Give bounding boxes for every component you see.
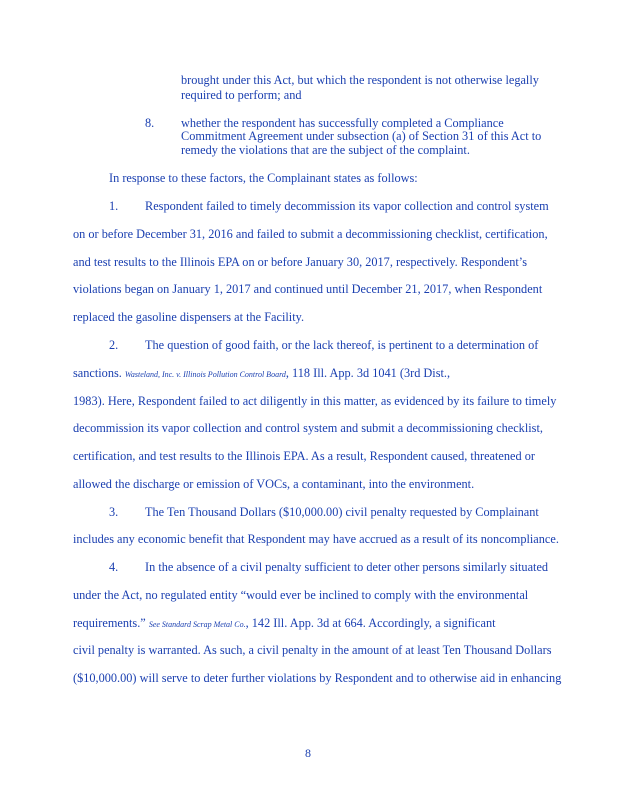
- para-3-number: 3.: [109, 505, 119, 519]
- para-2-line: 1983). Here, Respondent failed to act diligently in this matter, as evidenced by its failure to timely: [73, 394, 557, 408]
- item-8-number: 8.: [145, 116, 155, 130]
- para-1-line: replaced the gasoline dispensers at the Facility.: [73, 310, 305, 324]
- para-1-line: violations began on January 1, 2017 and continued until December 21, 2017, when Respondent: [73, 282, 543, 296]
- case-citation-wasteland: Wasteland, Inc. v. Illinois Pollution Control Board: [124, 370, 286, 379]
- item-8-line-3: remedy the violations that are the subject of the complaint.: [181, 143, 470, 157]
- item-8-line-2: Commitment Agreement under subsection (a) of Section 31 of this Act to: [181, 129, 542, 143]
- para-2-line: [73, 366, 450, 382]
- item-8-line-1: whether the respondent has successfully completed a Compliance: [181, 116, 504, 130]
- para-2-line-suffix: , 118 Ill. App. 3d 1041 (3rd Dist.,: [285, 366, 451, 380]
- item-7-line-2: required to perform; and: [181, 88, 302, 102]
- para-4-line-suffix: , 142 Ill. App. 3d at 664. Accordingly, a significant: [245, 616, 496, 630]
- para-2-line: certification, and test results to the Illinois EPA. As a result, Respondent caused, threatened or: [73, 449, 535, 463]
- para-4-line: In the absence of a civil penalty sufficient to deter other persons similarly situated: [145, 560, 549, 574]
- para-4-line: [73, 616, 496, 632]
- intro-sentence: In response to these factors, the Complainant states as follows:: [109, 171, 418, 185]
- item-7-line-1: brought under this Act, but which the respondent is not otherwise legally: [181, 73, 539, 87]
- para-2-line: The question of good faith, or the lack thereof, is pertinent to a determination of: [145, 338, 539, 352]
- para-4-line: civil penalty is warranted. As such, a civil penalty in the amount of at least Ten Thousand Dollars: [73, 643, 552, 657]
- case-citation-standard-scrap: See Standard Scrap Metal Co.: [148, 620, 246, 629]
- para-2-number: 2.: [109, 338, 119, 352]
- para-4-line-prefix: requirements.”: [73, 616, 146, 630]
- para-4-number: 4.: [109, 560, 119, 574]
- para-1-line: on or before December 31, 2016 and failed to submit a decommissioning checklist, certification,: [73, 227, 548, 241]
- para-2-line: decommission its vapor collection and control system and submit a decommissioning checklist,: [73, 421, 543, 435]
- para-2-line: allowed the discharge or emission of VOCs, a contaminant, into the environment.: [73, 477, 475, 491]
- para-4-line: ($10,000.00) will serve to deter further violations by Respondent and to otherwise aid in enhancing: [73, 671, 562, 685]
- para-1-line: and test results to the Illinois EPA on or before January 30, 2017, respectively. Respondent’s: [73, 255, 527, 269]
- para-3-line: includes any economic benefit that Respondent may have accrued as a result of its noncompliance.: [73, 532, 559, 546]
- para-4-line: under the Act, no regulated entity “would ever be inclined to comply with the environmental: [73, 588, 529, 602]
- page-number: 8: [305, 746, 311, 760]
- para-1-line: Respondent failed to timely decommission its vapor collection and control system: [145, 199, 549, 213]
- para-3-line: The Ten Thousand Dollars ($10,000.00) civil penalty requested by Complainant: [145, 505, 539, 519]
- para-2-line-prefix: sanctions.: [73, 366, 122, 380]
- para-1-number: 1.: [109, 199, 119, 213]
